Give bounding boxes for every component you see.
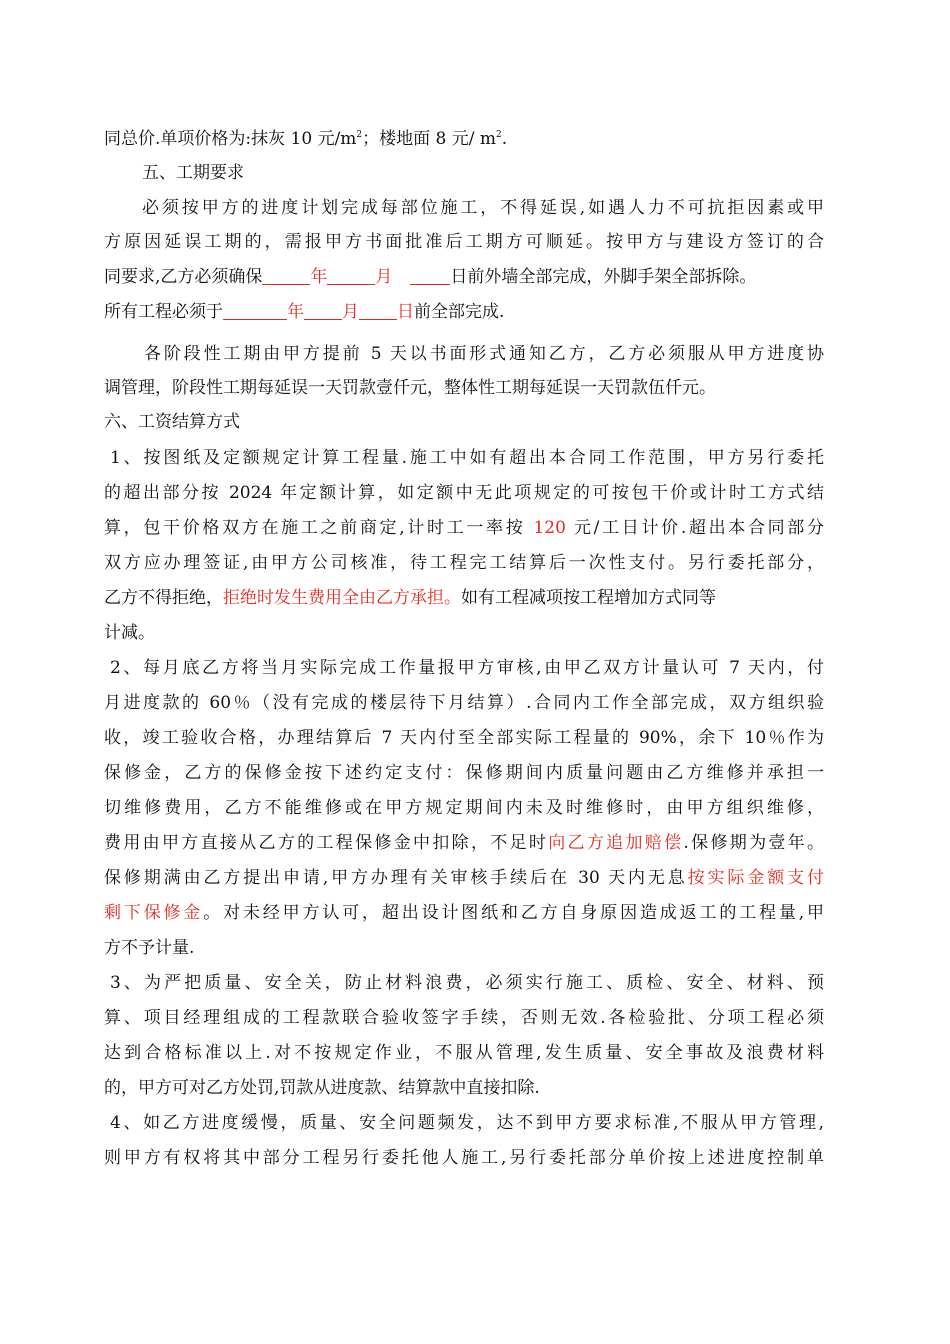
paragraph-line: 方不予计量. bbox=[104, 938, 195, 958]
paragraph-line bbox=[104, 265, 824, 289]
text-segment: 前全部完成. bbox=[414, 302, 505, 322]
paragraph-line: 必须按甲方的进度计划完成每部位施工，不得延误,如遇人力不可抗拒因素或甲 bbox=[142, 198, 824, 218]
superscript: 2 bbox=[496, 130, 502, 140]
text-segment: 乙方不得拒绝， bbox=[104, 588, 223, 608]
paragraph-line: 月进度款的 60％（没有完成的楼层待下月结算）.合同内工作全部完成，双方组织验 bbox=[104, 693, 824, 713]
paragraph-line: 切维修费用，乙方不能维修或在甲方规定期间内未及时维修时，由甲方组织维修， bbox=[104, 798, 824, 818]
highlighted-clause: 拒绝时发生费用全由乙方承担。 bbox=[223, 588, 461, 608]
blank-month bbox=[304, 301, 342, 320]
text-segment: 日前外墙全部完成，外脚手架全部拆除。 bbox=[450, 267, 757, 287]
paragraph-line: 调管理，阶段性工期每延误一天罚款壹仟元，整体性工期每延误一天罚款伍仟元。 bbox=[104, 378, 716, 398]
paragraph-line: 3、为严把质量、安全关，防止材料浪费，必须实行施工、质检、安全、材料、预 bbox=[110, 973, 824, 993]
highlighted-clause: 按实际金额支付 bbox=[687, 868, 824, 888]
blank-month bbox=[327, 266, 375, 285]
text-segment: 保修期满由乙方提出申请,甲方办理有关审核手续后在 30 天内无息 bbox=[104, 868, 688, 888]
paragraph-line: 各阶段性工期由甲方提前 5 天以书面形式通知乙方，乙方必须服从甲方进度协 bbox=[144, 344, 824, 364]
paragraph-line: 方原因延误工期的，需报甲方书面批准后工期方可顺延。按甲方与建设方签订的合 bbox=[104, 232, 824, 252]
superscript: 2 bbox=[356, 130, 363, 140]
paragraph-line: 2、每月底乙方将当月实际完成工作量报甲方审核,由甲乙双方计量认可 7 天内，付 bbox=[110, 658, 824, 678]
text-segment: 同要求,乙方必须确保 bbox=[104, 267, 263, 287]
text-segment: . bbox=[501, 129, 508, 149]
month-label: 月 bbox=[375, 267, 393, 287]
blank-year bbox=[262, 266, 310, 285]
blank-year bbox=[223, 301, 287, 320]
text-segment: 如有工程减项按工程增加方式同等 bbox=[461, 588, 716, 608]
text-segment: 费用由甲方直接从乙方的工程保修金中扣除，不足时 bbox=[104, 833, 549, 853]
paragraph-line: 算、项目经理组成的工程款联合验收签字手续，否则无效.各检验批、分项工程必须 bbox=[104, 1008, 824, 1028]
text-segment: 。对未经甲方认可，超出设计图纸和乙方自身原因造成返工的工程量,甲 bbox=[203, 903, 824, 923]
highlighted-rate: 120 bbox=[533, 518, 566, 538]
year-label: 年 bbox=[287, 302, 304, 322]
text-segment: 同总价.单项价格为:抹灰 10 元/m bbox=[104, 129, 357, 149]
text-segment: 所有工程必须于 bbox=[104, 302, 223, 322]
paragraph-line bbox=[104, 866, 824, 890]
section-heading: 五、工期要求 bbox=[142, 163, 244, 183]
paragraph-line: 4、如乙方进度缓慢，质量、安全问题频发，达不到甲方要求标准,不服从甲方管理, bbox=[110, 1113, 824, 1133]
month-label: 月 bbox=[342, 302, 359, 322]
highlighted-clause: 向乙方追加赔偿 bbox=[548, 833, 684, 853]
text-segment: 算，包干价格双方在施工之前商定,计时工一率按 bbox=[104, 518, 534, 538]
unit-price-line bbox=[104, 127, 824, 151]
text-segment: ；楼地面 8 元/ m bbox=[362, 129, 497, 149]
day-label: 日 bbox=[397, 302, 414, 322]
paragraph-line: 收，竣工验收合格，办理结算后 7 天内付至全部实际工程量的 90%，余下 10％作为 bbox=[104, 728, 824, 748]
paragraph-line bbox=[104, 831, 824, 855]
year-label: 年 bbox=[310, 267, 328, 287]
paragraph-line: 则甲方有权将其中部分工程另行委托他人施工,另行委托部分单价按上述进度控制单 bbox=[104, 1148, 824, 1168]
text-segment: .保修期为壹年。 bbox=[683, 833, 825, 853]
paragraph-line: 达到合格标准以上.对不按规定作业，不服从管理,发生质量、安全事故及浪费材料 bbox=[104, 1043, 824, 1063]
paragraph-line: 双方应办理签证,由甲方公司核准，待工程完工结算后一次性支付。另行委托部分， bbox=[104, 553, 824, 573]
paragraph-line bbox=[104, 586, 824, 610]
paragraph-line bbox=[104, 300, 824, 324]
paragraph-line bbox=[104, 516, 824, 540]
paragraph-line: 的，甲方可对乙方处罚,罚款从进度款、结算款中直接扣除. bbox=[104, 1078, 540, 1098]
paragraph-line: 1、按图纸及定额规定计算工程量.施工中如有超出本合同工作范围，甲方另行委托 bbox=[110, 448, 824, 468]
highlighted-clause: 剩下保修金 bbox=[104, 903, 204, 923]
text-segment: 元/工日计价.超出本合同部分 bbox=[565, 518, 824, 538]
paragraph-line bbox=[104, 901, 824, 925]
section-heading: 六、工资结算方式 bbox=[104, 412, 240, 432]
blank-day bbox=[410, 266, 450, 285]
paragraph-line: 保修金，乙方的保修金按下述约定支付：保修期间内质量问题由乙方维修并承担一 bbox=[104, 763, 824, 783]
paragraph-line: 计减。 bbox=[104, 623, 155, 643]
blank-day bbox=[359, 301, 397, 320]
paragraph-line: 的超出部分按 2024 年定额计算，如定额中无此项规定的可按包干价或计时工方式结 bbox=[104, 483, 824, 503]
